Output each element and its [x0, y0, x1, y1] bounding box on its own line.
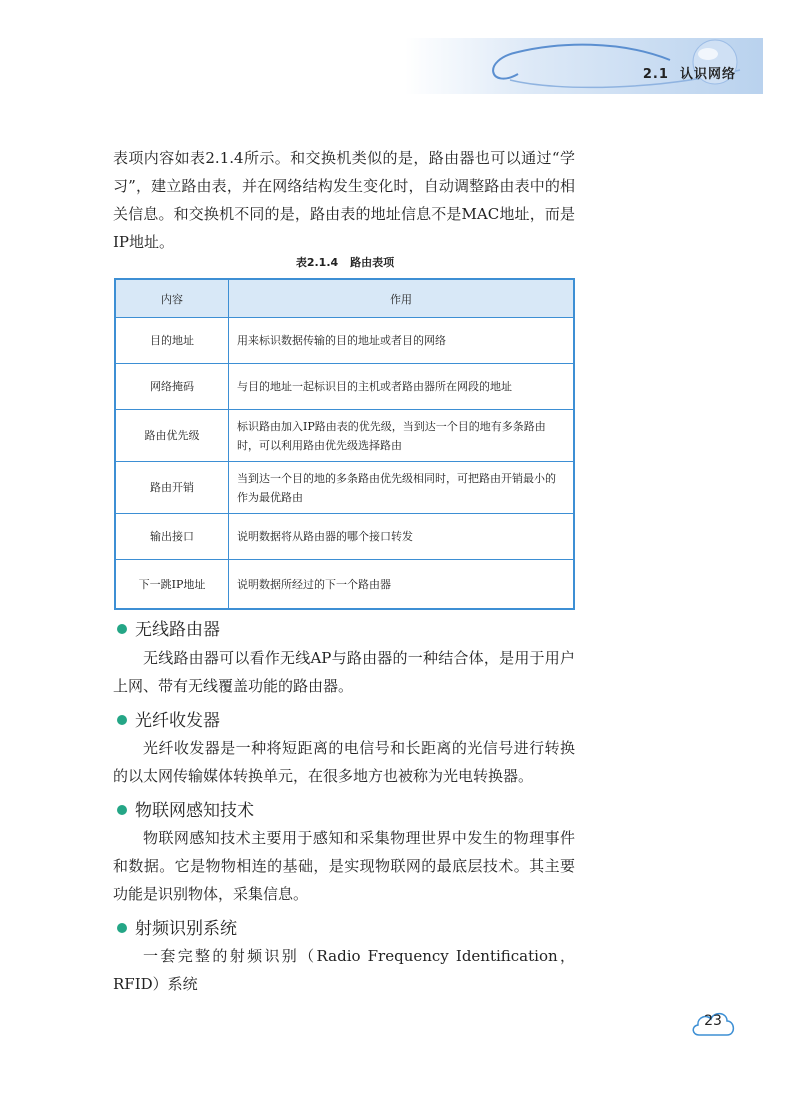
routing-table: [114, 278, 575, 610]
section-text: 一套完整的射频识别（Radio Frequency Identification，RFID）系统: [113, 947, 575, 993]
table-cell-desc: 标识路由加入IP路由表的优先级，当到达一个目的地有多条路由时，可以利用路由优先级选择路由: [229, 410, 575, 462]
section-text: 无线路由器可以看作无线AP与路由器的一种结合体，是用于用户上网、带有无线覆盖功能的路由器。: [113, 649, 575, 695]
section-heading: 射频识别系统: [117, 914, 237, 939]
table-cell-item: 路由优先级: [115, 410, 229, 462]
page-number: 23: [704, 1013, 722, 1029]
bullet-icon: [117, 624, 127, 634]
header-title: 2.1 认识网络: [642, 67, 736, 82]
table-cell-desc: 用来标识数据传输的目的地址或者目的网络: [229, 318, 575, 364]
table-row: [115, 410, 574, 462]
table-cell-desc: 说明数据将从路由器的哪个接口转发: [229, 514, 575, 560]
table-row: [115, 560, 574, 610]
section-text: 物联网感知技术主要用于感知和采集物理世界中发生的物理事件和数据。它是物物相连的基础，是实现物联网的最底层技术。其主要功能是识别物体，采集信息。: [113, 829, 575, 903]
table-cell-desc: 与目的地址一起标识目的主机或者路由器所在网段的地址: [229, 364, 575, 410]
section-heading: 物联网感知技术: [117, 796, 254, 821]
table-row: [115, 462, 574, 514]
intro-paragraph: 表项内容如表2.1.4所示。和交换机类似的是，路由器也可以通过“学习”，建立路由表，并在网络结构发生变化时，自动调整路由表中的相关信息。和交换机不同的是，路由表的地址信息不是MAC地址，而是IP地址。: [113, 149, 575, 251]
table-cell-desc: 说明数据所经过的下一个路由器: [229, 560, 575, 610]
table-row: [115, 514, 574, 560]
table-row: [115, 318, 574, 364]
bullet-icon: [117, 715, 127, 725]
table-cell-item: 下一跳IP地址: [115, 560, 229, 610]
table-caption: 表2.1.4 路由表项: [295, 256, 395, 269]
section-heading: 无线路由器: [117, 615, 220, 640]
table-cell-item: 网络掩码: [115, 364, 229, 410]
section-text: 光纤收发器是一种将短距离的电信号和长距离的光信号进行转换的以太网传输媒体转换单元，在很多地方也被称为光电转换器。: [113, 739, 575, 785]
table-header-row: [115, 279, 574, 318]
table-row: [115, 364, 574, 410]
section-heading: 光纤收发器: [117, 706, 220, 731]
bullet-icon: [117, 923, 127, 933]
table-header-cell: 作用: [229, 279, 575, 318]
bullet-icon: [117, 805, 127, 815]
table-cell-item: 目的地址: [115, 318, 229, 364]
table-cell-item: 路由开销: [115, 462, 229, 514]
table-cell-item: 输出接口: [115, 514, 229, 560]
table-header-cell: 内容: [115, 279, 229, 318]
table-cell-desc: 当到达一个目的地的多条路由优先级相同时，可把路由开销最小的作为最优路由: [229, 462, 575, 514]
